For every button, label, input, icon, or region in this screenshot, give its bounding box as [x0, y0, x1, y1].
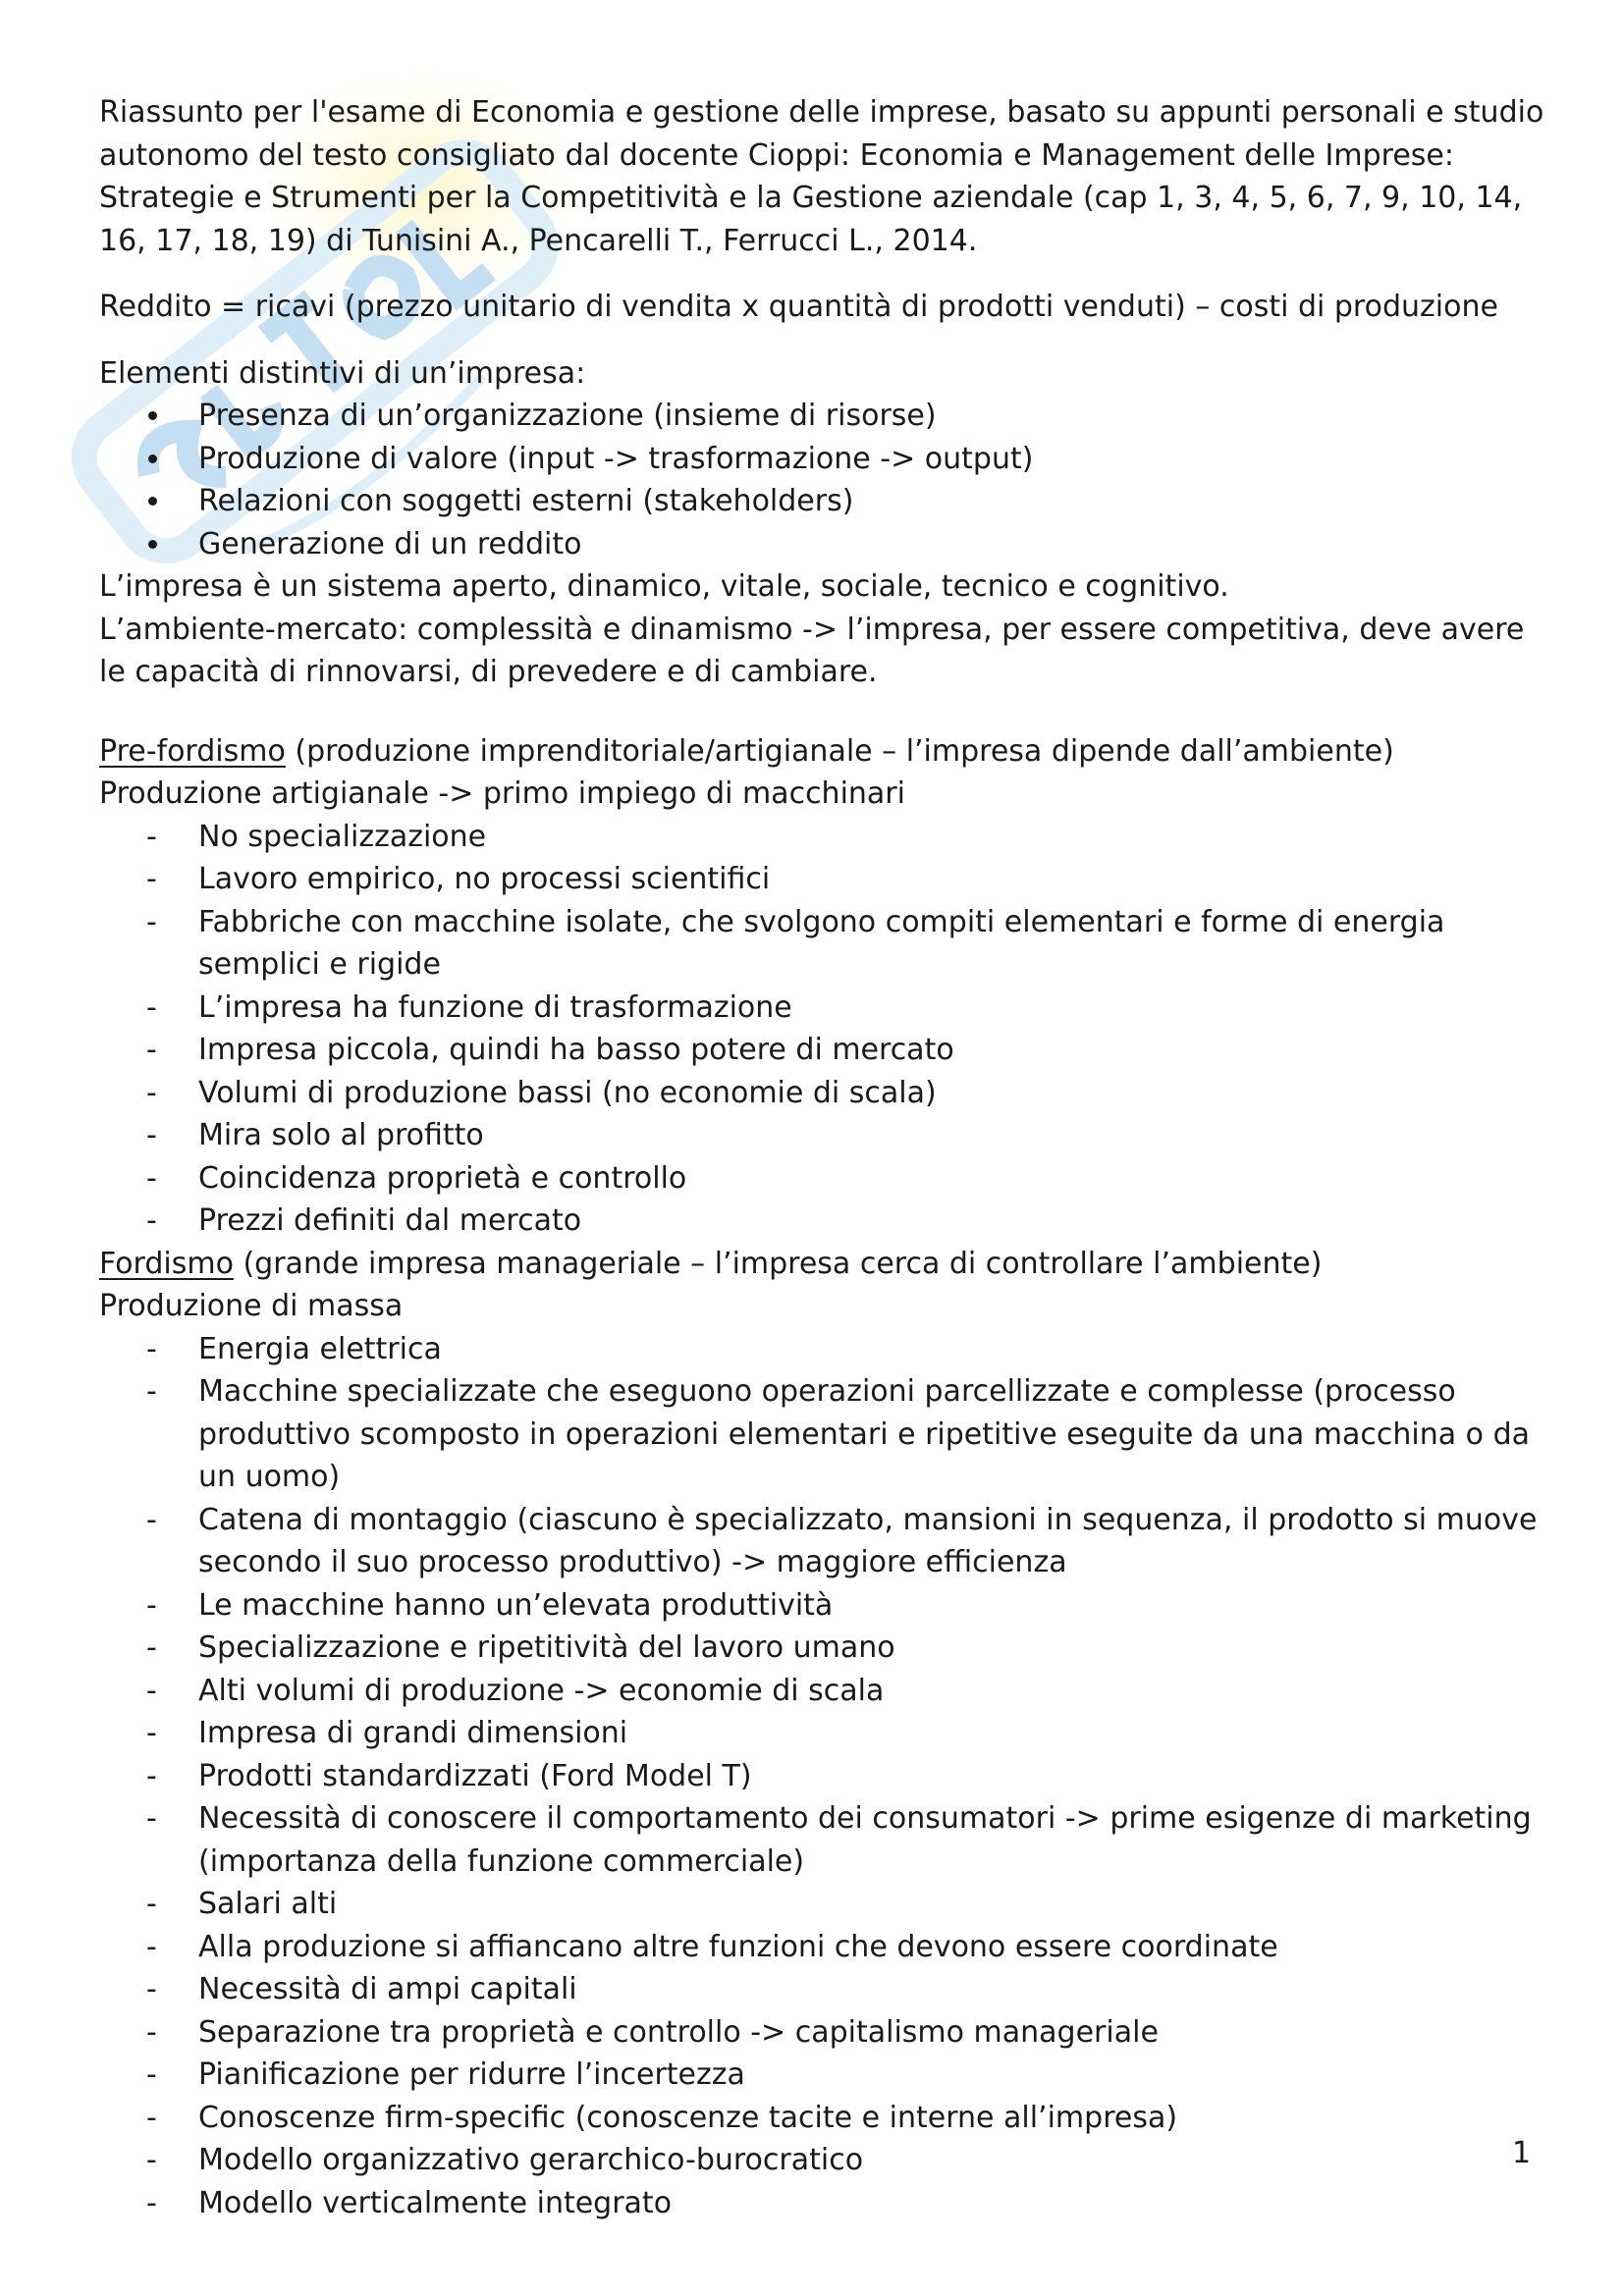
list-item: - Modello verticalmente integrato [99, 2182, 1552, 2225]
list-item: - L’impresa ha funzione di trasformazione [99, 987, 1552, 1030]
dash-marker: - [146, 1716, 157, 1750]
dash-marker: - [146, 1587, 157, 1623]
sistema-sentence: L’impresa è un sistema aperto, dinamico, vitale, sociale, tecnico e cognitivo. [99, 569, 1229, 604]
intro-paragraph: Riassunto per l'esame di Economia e gestione delle imprese, basato su appunti personali e studio autonomo del testo consigliato dal docente Cioppi: Economia e Management delle Imprese: Strategie e Strumenti per la Competitività e la Gestione aziendale (cap 1, 3, 4, 5, 6, 7, 9, 10, 14, 16, 17, 18, 19) di Tunisini A., Pencarelli T., Ferrucci L., 2014. [99, 95, 1544, 258]
list-item: - Lavoro empirico, no processi scientifici [99, 858, 1552, 901]
elementi-list [99, 395, 1552, 565]
list-item: Generazione di un reddito [99, 523, 1552, 566]
list-item: - Alla produzione si affiancano altre funzioni che devono essere coordinate [99, 1926, 1552, 1969]
list-item: - Mira solo al profitto [99, 1114, 1552, 1157]
list-item: - Le macchine hanno un’elevata produttività [99, 1584, 1552, 1628]
dash-marker: - [146, 1502, 157, 1537]
elementi-heading: Elementi distintivi di un’impresa: [99, 355, 586, 391]
dash-marker: - [146, 2014, 157, 2050]
dash-marker: - [146, 2185, 157, 2220]
fordismo-subheading: Produzione di massa [99, 1289, 404, 1323]
list-item: - Necessità di ampi capitali [99, 1968, 1552, 2011]
list-item: - Specializzazione e ripetitività del lavoro umano [99, 1627, 1552, 1670]
page-number: 1 [1512, 2136, 1532, 2170]
list-item: - Pianificazione per ridurre l’incertezza [99, 2054, 1552, 2097]
list-item: Presenza di un’organizzazione (insieme di risorse) [99, 395, 1552, 438]
dash-marker: - [146, 1929, 157, 1964]
dash-marker: - [146, 1758, 157, 1793]
dash-marker: - [146, 989, 157, 1025]
list-item: - Catena di montaggio (ciascuno è specializzato, mansioni in sequenza, il prodotto si muove secondo il suo processo produttivo) -> maggiore efficienza [99, 1499, 1552, 1584]
dash-marker: - [146, 2143, 157, 2177]
prefordismo-title: Pre-fordismo [99, 733, 286, 769]
list-item: - Fabbriche con macchine isolate, che svolgono compiti elementari e forme di energia semplici e rigide [99, 901, 1552, 987]
list-item: - Necessità di conoscere il comportamento dei consumatori -> prime esigenze di marketing (importanza della funzione commerciale) [99, 1797, 1552, 1883]
list-item: Produzione di valore (input -> trasformazione -> output) [99, 438, 1552, 481]
dash-marker: - [146, 2100, 157, 2135]
list-item: - Volumi di produzione bassi (no economie di scala) [99, 1072, 1552, 1115]
bullet-icon [148, 411, 157, 420]
list-item: - Conoscenze firm-specific (conoscenze tacite e interne all’impresa) [99, 2097, 1552, 2140]
prefordismo-heading: Pre-fordismo (produzione imprenditoriale/artigianale – l’impresa dipende dall’ambiente) [99, 733, 1394, 769]
dash-marker: - [146, 904, 157, 939]
prefordismo-list [99, 816, 1552, 1243]
list-item: - Coincidenza proprietà e controllo [99, 1157, 1552, 1201]
list-item: - Prodotti standardizzati (Ford Model T) [99, 1755, 1552, 1798]
dash-marker: - [146, 1075, 157, 1110]
list-item: - Prezzi definiti dal mercato [99, 1200, 1552, 1243]
list-item: - Separazione tra proprietà e controllo -> capitalismo manageriale [99, 2011, 1552, 2055]
dash-marker: - [146, 1801, 157, 1836]
list-item: - Energia elettrica [99, 1328, 1552, 1371]
bullet-icon [148, 497, 157, 506]
list-item: - Salari alti [99, 1883, 1552, 1926]
fordismo-list [99, 1328, 1552, 2225]
list-item: - No specializzazione [99, 816, 1552, 859]
dash-marker: - [146, 1118, 157, 1152]
reddito-formula: Reddito = ricavi (prezzo unitario di vendita x quantità di prodotti venduti) – costi di produzione [99, 290, 1498, 324]
list-item: Relazioni con soggetti esterni (stakeholders) [99, 480, 1552, 523]
prefordismo-subheading: Produzione artigianale -> primo impiego di macchinari [99, 776, 905, 811]
dash-marker: - [146, 1203, 157, 1238]
dash-marker: - [146, 1887, 157, 1921]
fordismo-heading: Fordismo (grande impresa manageriale – l’impresa cerca di controllare l’ambiente) [99, 1246, 1323, 1281]
dash-marker: - [146, 1160, 157, 1196]
dash-marker: - [146, 1033, 157, 1067]
dash-marker: - [146, 1331, 157, 1366]
ambiente-paragraph: L’ambiente-mercato: complessità e dinamismo -> l’impresa, per essere competitiva, deve avere le capacità di rinnovarsi, di prevedere e di cambiare. [99, 612, 1525, 689]
bullet-icon [148, 540, 157, 549]
dash-marker: - [146, 1673, 157, 1708]
list-item: - Modello organizzativo gerarchico-burocratico [99, 2139, 1552, 2182]
dash-marker: - [146, 819, 157, 854]
document-body [99, 91, 1552, 2224]
dash-marker: - [146, 862, 157, 896]
fordismo-title: Fordismo [99, 1246, 234, 1281]
bullet-icon [148, 454, 157, 463]
list-item: - Impresa piccola, quindi ha basso potere di mercato [99, 1029, 1552, 1072]
dash-marker: - [146, 1972, 157, 2006]
list-item: - Alti volumi di produzione -> economie di scala [99, 1670, 1552, 1713]
list-item: - Impresa di grandi dimensioni [99, 1712, 1552, 1755]
dash-marker: - [146, 1630, 157, 1665]
dash-marker: - [146, 2057, 157, 2092]
dash-marker: - [146, 1374, 157, 1409]
list-item: - Macchine specializzate che eseguono operazioni parcellizzate e complesse (processo produttivo scomposto in operazioni elementari e ripetitive eseguite da una macchina o da un uomo) [99, 1370, 1552, 1499]
